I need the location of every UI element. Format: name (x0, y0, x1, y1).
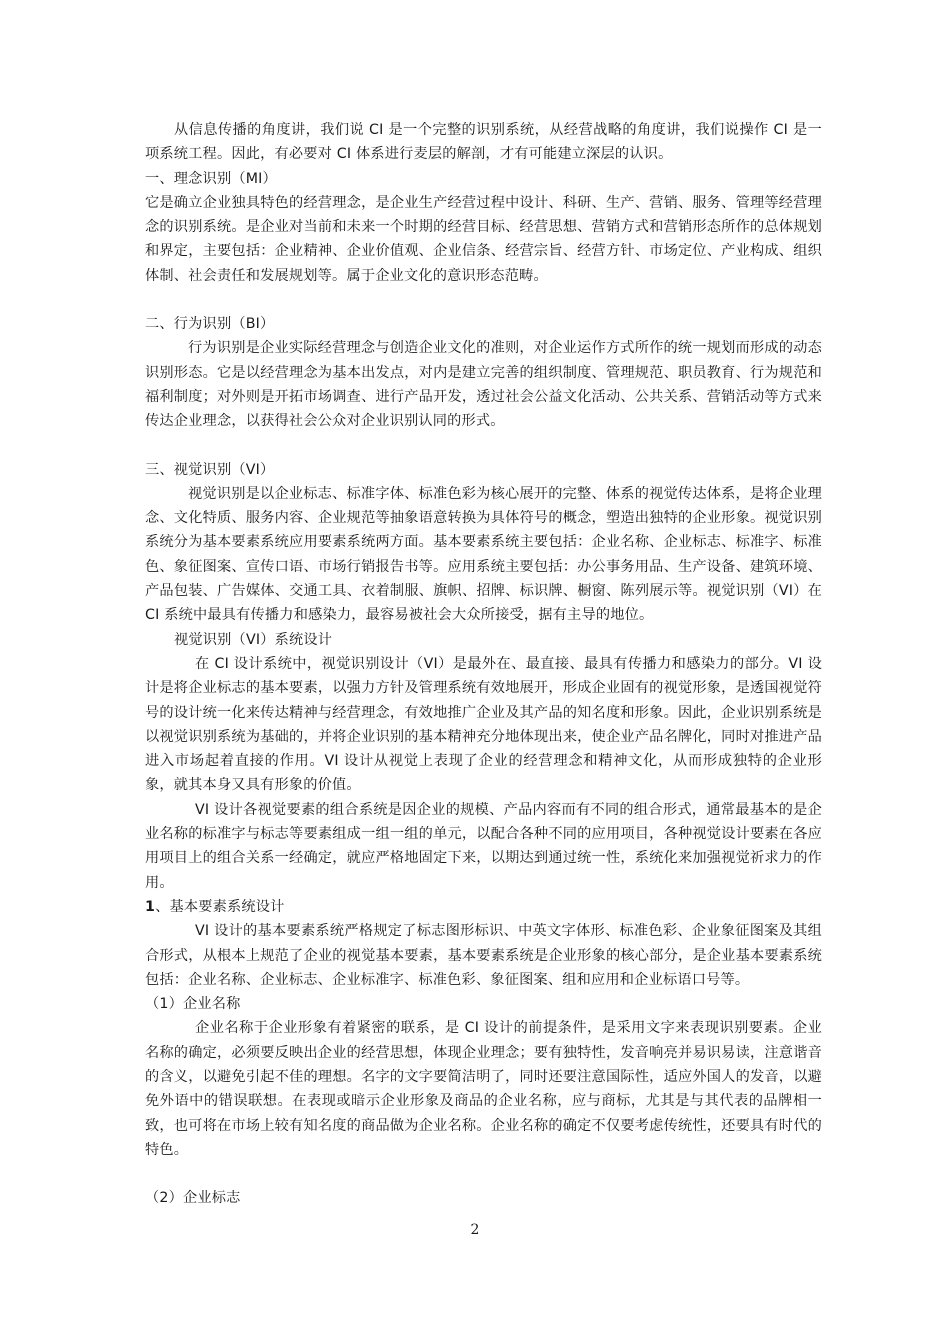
spacer (145, 288, 822, 312)
basic-elements-number: 1 (145, 898, 156, 915)
basic-elements-title: 、基本要素系统设计 (155, 898, 285, 915)
vi-paragraph: 视觉识别是以企业标志、标准字体、标准色彩为核心展开的完整、体系的视觉传达体系，是将企业理念、文化特质、服务内容、企业规范等抽象语意转换为具体符号的概念，塑造出独特的企业形象。视觉识别系统分为基本要素系统应用要素系统两方面。基本要素系统主要包括：企业名称、企业标志、标准字、标准色、象征图案、宣传口语、市场行销报告书等。应用系统主要包括：办公事务用品、生产设备、建筑环境、产品包装、广告媒体、交通工具、衣着制服、旗帜、招牌、标识牌、橱窗、陈列展示等。视觉识别（VI）在 CI 系统中最具有传播力和感染力，最容易被社会大众所接受，据有主导的地位。 (145, 485, 822, 624)
company-logo-heading: （2）企业标志 (145, 1190, 241, 1207)
company-name-heading: （1）企业名称 (145, 996, 241, 1013)
company-name-paragraph: 企业名称于企业形象有着紧密的联系，是 CI 设计的前提条件，是采用文字来表现识别要素。企业名称的确定，必须要反映出企业的经营思想，体现企业理念；要有独特性，发音响亮并易识易读，注意谐音的含义，以避免引起不佳的理想。名字的文字要简洁明了，同时还要注意国际性，适应外国人的发音，以避免外语中的错误联想。在表现或暗示企业形象及商品的企业名称，应与商标，尤其是与其代表的品牌相一致，也可将在市场上较有知名度的商品做为企业名称。企业名称的确定不仅要考虑传统性，还要具有时代的特色。 (145, 1020, 822, 1158)
page-number: 2 (470, 1222, 480, 1238)
vi-heading: 三、视觉识别（VI） (145, 461, 275, 478)
document-body (145, 118, 822, 1210)
intro-paragraph: 从信息传播的角度讲，我们说 CI 是一个完整的识别系统，从经营战略的角度讲，我们说操作 CI 是一项系统工程。因此，有必要对 CI 体系进行麦层的解剖，才有可能建立深层的认识。 (145, 122, 822, 163)
mi-heading: 一、理念识别（MI） (145, 170, 277, 187)
vi-design-paragraph-2: VI 设计各视觉要素的组合系统是因企业的规模、产品内容而有不同的组合形式，通常最基本的是企业名称的标准字与标志等要素组成一组一组的单元，以配合各种不同的应用项目，各种视觉设计要素在各应用项目上的组合关系一经确定，就应严格地固定下来，以期达到通过统一性，系统化来加强视觉祈求力的作用。 (145, 801, 822, 891)
vi-design-heading: 视觉识别（VI）系统设计 (174, 631, 333, 648)
vi-design-paragraph-1: 在 CI 设计系统中，视觉识别设计（VI）是最外在、最直接、最具有传播力和感染力的部分。VI 设计是将企业标志的基本要素，以强力方针及管理系统有效地展开，形成企业固有的视觉形象，是透国视觉符号的设计统一化来传达精神与经营理念，有效地推广企业及其产品的知名度和形象。因此，企业识别系统是以视觉识别系统为基础的，并将企业识别的基本精神充分地体现出来，使企业产品名牌化，同时对推进产品进入市场起着直接的作用。VI 设计从视觉上表现了企业的经营理念和精神文化，从而形成独特的企业形象，就其本身又具有形象的价值。 (145, 655, 822, 794)
spacer (145, 1162, 822, 1186)
spacer (145, 434, 822, 458)
bi-heading: 二、行为识别（BI） (145, 316, 275, 333)
basic-elements-paragraph: VI 设计的基本要素系统严格规定了标志图形标识、中英文字体形、标准色彩、企业象征图案及其组合形式，从根本上规范了企业的视觉基本要素，基本要素系统是企业形象的核心部分，是企业基本要素系统包括：企业名称、企业标志、企业标准字、标准色彩、象征图案、组和应用和企业标语口号等。 (145, 923, 822, 988)
basic-elements-heading (145, 895, 822, 919)
bi-paragraph: 行为识别是企业实际经营理念与创造企业文化的准则，对企业运作方式所作的统一规划而形成的动态识别形态。它是以经营理念为基本出发点，对内是建立完善的组织制度、管理规范、职员教育、行为规范和福利制度；对外则是开拓市场调查、进行产品开发，透过社会公益文化活动、公共关系、营销活动等方式来传达企业理念，以获得社会公众对企业识别认同的形式。 (145, 340, 822, 430)
mi-paragraph: 它是确立企业独具特色的经营理念，是企业生产经营过程中设计、科研、生产、营销、服务、管理等经营理念的识别系统。是企业对当前和未来一个时期的经营目标、经营思想、营销方式和营销形态所作的总体规划和界定，主要包括：企业精神、企业价值观、企业信条、经营宗旨、经营方针、市场定位、产业构成、组织体制、社会责任和发展规划等。属于企业文化的意识形态范畴。 (145, 194, 822, 284)
